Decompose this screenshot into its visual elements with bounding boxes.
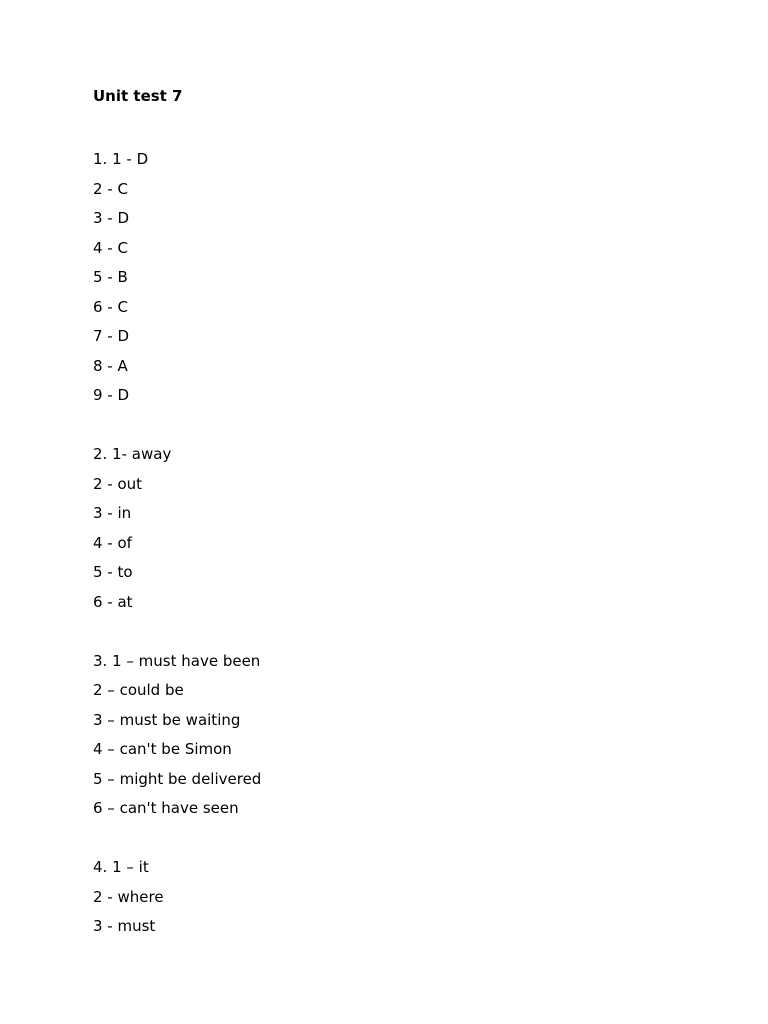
answer-line: 4. 1 – it <box>93 858 149 876</box>
answer-line: 3 - in <box>93 504 132 522</box>
answer-line: 5 – might be delivered <box>93 769 262 788</box>
answer-line: 4 – can't be Simon <box>93 740 232 758</box>
answer-line: 3 - D <box>93 209 130 227</box>
answer-line: 7 - D <box>93 327 130 345</box>
answer-line: 2 - where <box>93 887 164 906</box>
answer-section-4 <box>93 853 693 942</box>
answer-line: 9 - D <box>93 386 130 404</box>
answer-line: 3 – must be waiting <box>93 710 241 729</box>
answer-line: 2 - C <box>93 179 128 198</box>
answer-line: 3. 1 – must have been <box>93 651 261 670</box>
answer-line: 5 - B <box>93 268 128 286</box>
answer-line: 4 - of <box>93 533 132 552</box>
answer-line: 4 - C <box>93 238 128 257</box>
answer-line: 1. 1 - D <box>93 150 149 168</box>
answer-section-1 <box>93 145 693 411</box>
answer-line: 2. 1- away <box>93 445 172 463</box>
answer-line: 6 – can't have seen <box>93 799 239 817</box>
document-page <box>93 86 693 971</box>
answer-sections <box>93 145 693 942</box>
answer-section-2 <box>93 440 693 617</box>
answer-line: 6 - at <box>93 592 133 611</box>
answer-line: 2 – could be <box>93 681 184 699</box>
answer-line: 3 - must <box>93 917 156 935</box>
answer-line: 2 - out <box>93 474 143 493</box>
answer-line: 5 - to <box>93 563 133 581</box>
document-title: Unit test 7 <box>93 87 183 105</box>
answer-line: 8 - A <box>93 356 128 375</box>
answer-line: 6 - C <box>93 297 128 316</box>
answer-section-3 <box>93 647 693 824</box>
